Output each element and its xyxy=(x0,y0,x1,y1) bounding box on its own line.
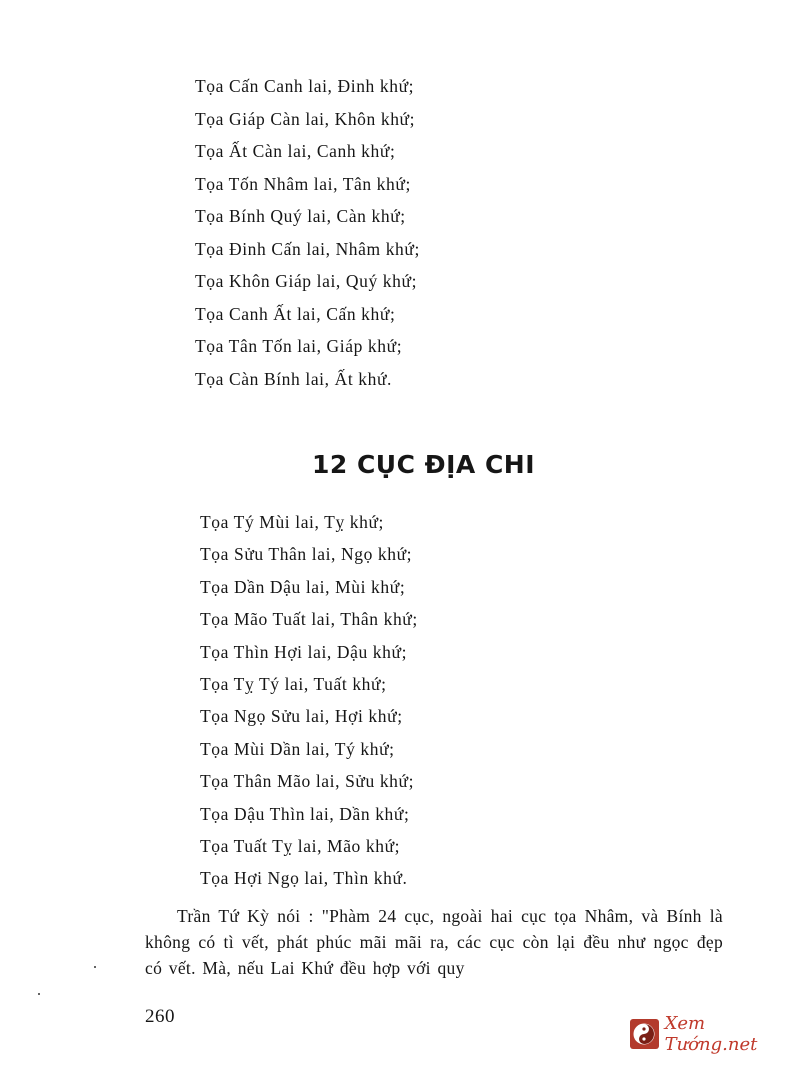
list-item: Tọa Mão Tuất lai, Thân khứ; xyxy=(200,609,418,630)
watermark-text: Xem Tướng.net xyxy=(664,1013,758,1055)
scan-speck xyxy=(38,993,40,995)
list-item: Tọa Sửu Thân lai, Ngọ khứ; xyxy=(200,544,413,565)
list-item: Tọa Tuất Tỵ lai, Mão khứ; xyxy=(200,836,401,856)
list-item: Tọa Dậu Thìn lai, Dần khứ; xyxy=(200,803,410,824)
list-item: Tọa Ngọ Sửu lai, Hợi khứ; xyxy=(200,706,403,727)
section-heading: 12 CỤC ĐỊA CHI xyxy=(311,450,536,479)
list-item: Tọa Thân Mão lai, Sửu khứ; xyxy=(200,771,415,792)
page-number: 260 xyxy=(145,1006,175,1027)
list-item: Tọa Canh Ất lai, Cấn khứ; xyxy=(195,303,396,324)
list-item: Tọa Càn Bính lai, Ất khứ. xyxy=(195,368,393,389)
body-paragraph: Trần Tứ Kỳ nói : "Phàm 24 cục, ngoài hai cục tọa Nhâm, và Bính là không có tì vết, phát phúc mãi mãi ra, các cục còn lại đều như ngọc đẹp có vết. Mà, nếu Lai Khứ đều hợp với quy xyxy=(145,906,723,978)
list-item: Tọa Đinh Cấn lai, Nhâm khứ; xyxy=(195,238,420,259)
list-item: Tọa Tỵ Tý lai, Tuất khứ; xyxy=(200,674,387,694)
list-item: Tọa Dần Dậu lai, Mùi khứ; xyxy=(200,576,406,597)
scan-speck xyxy=(94,966,96,968)
list-item: Tọa Khôn Giáp lai, Quý khứ; xyxy=(195,271,418,291)
list-item: Tọa Mùi Dần lai, Tý khứ; xyxy=(200,738,395,759)
list-item: Tọa Tân Tốn lai, Giáp khứ; xyxy=(195,336,403,356)
list-item: Tọa Tốn Nhâm lai, Tân khứ; xyxy=(195,173,411,194)
list-item: Tọa Hợi Ngọ lai, Thìn khứ. xyxy=(200,868,408,889)
list-item: Tọa Bính Quý lai, Càn khứ; xyxy=(195,206,406,226)
list-item: Tọa Cấn Canh lai, Đinh khứ; xyxy=(195,76,415,96)
list-item: Tọa Giáp Càn lai, Khôn khứ; xyxy=(195,108,416,129)
list-item: Tọa Thìn Hợi lai, Dậu khứ; xyxy=(200,641,408,662)
yin-yang-icon xyxy=(630,1019,659,1049)
watermark xyxy=(630,1013,797,1055)
list-item: Tọa Ất Càn lai, Canh khứ; xyxy=(195,141,396,161)
list-item: Tọa Tý Mùi lai, Tỵ khứ; xyxy=(200,512,385,532)
